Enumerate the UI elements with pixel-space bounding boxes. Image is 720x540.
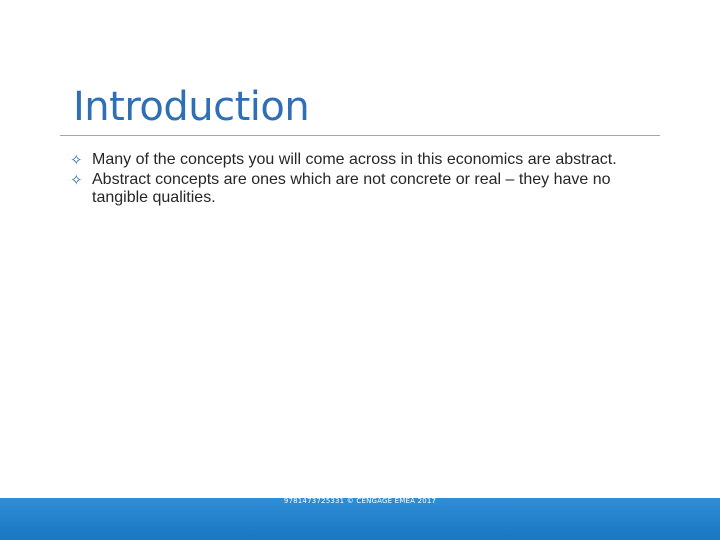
star-bullet-icon: ✧ bbox=[70, 151, 83, 169]
bullet-list bbox=[72, 151, 662, 209]
bullet-text: Many of the concepts you will come across in this economics are abstract. bbox=[92, 151, 617, 168]
footer-edition-sup: TH bbox=[436, 484, 444, 490]
bullet-item bbox=[72, 171, 662, 207]
bullet-text: Abstract concepts are ones which are not concrete or real – they have no tangible qualities. bbox=[92, 171, 611, 206]
slide-title: Introduction bbox=[73, 84, 310, 130]
footer-line-1-suffix: EDITION bbox=[443, 485, 477, 494]
star-bullet-icon: ✧ bbox=[70, 171, 83, 189]
footer-line-1 bbox=[0, 481, 720, 495]
bullet-item bbox=[72, 151, 662, 169]
footer-line-2: 9781473725331 © CENGAGE EMEA 2017 bbox=[283, 497, 437, 506]
footer-line-1-text: FOR USE WITH MANKIW AND TAYLOR, ECONOMICS 4 bbox=[243, 485, 437, 494]
footer-credit bbox=[0, 481, 720, 507]
title-divider bbox=[60, 135, 660, 136]
